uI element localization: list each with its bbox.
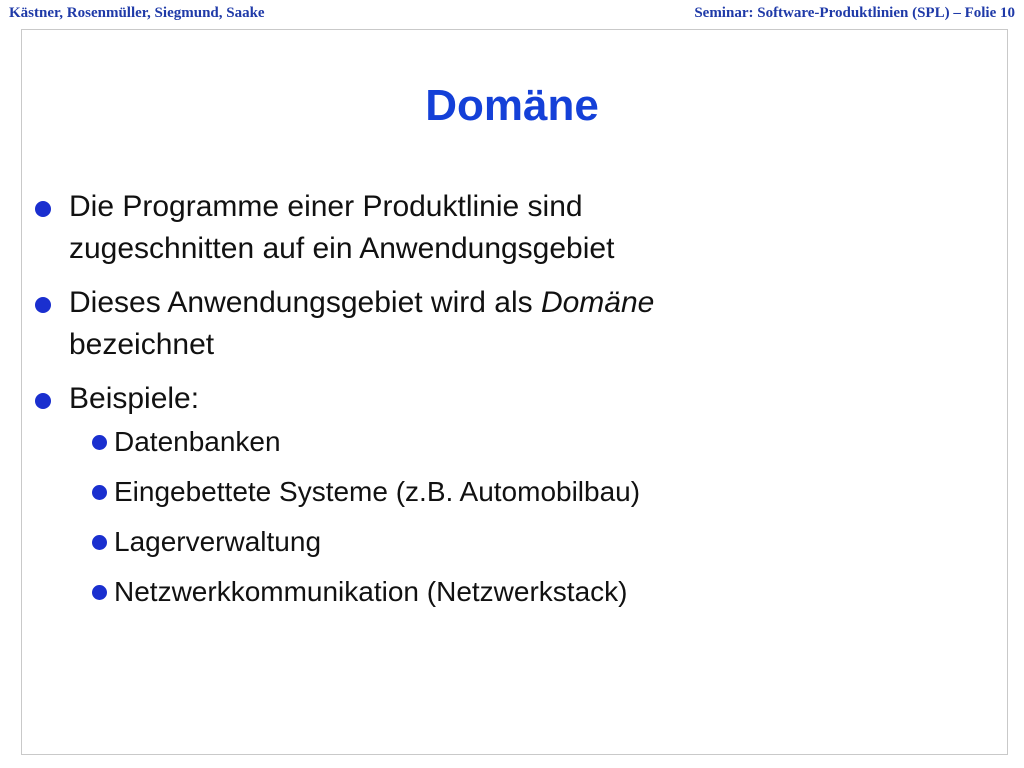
bullet-dot-icon bbox=[35, 393, 51, 409]
header-course-info: Seminar: Software-Produktlinien (SPL) – Folie 10 bbox=[694, 4, 1015, 21]
bullet-dot-icon bbox=[35, 201, 51, 217]
bullet-item-examples bbox=[30, 378, 980, 612]
header-authors: Kästner, Rosenmüller, Siegmund, Saake bbox=[9, 4, 265, 21]
slide-header bbox=[9, 3, 1015, 23]
bullet-text-line1: Die Programme einer Produktlinie sind bbox=[69, 190, 583, 223]
bullet-item-domain bbox=[30, 282, 980, 366]
sub-bullet-dot-icon bbox=[92, 535, 107, 550]
bullet-dot-icon bbox=[35, 297, 51, 313]
example-item bbox=[75, 572, 980, 612]
sub-bullet-dot-icon bbox=[92, 485, 107, 500]
examples-list bbox=[75, 422, 980, 612]
bullet-text-emphasis: Domäne bbox=[540, 286, 655, 319]
example-text: Lagerverwaltung bbox=[114, 526, 322, 557]
bullet-text-pre: Dieses Anwendungsgebiet wird als bbox=[69, 286, 533, 319]
bullet-text-line2: zugeschnitten auf ein Anwendungsgebiet bbox=[69, 232, 615, 265]
bullet-item-programs bbox=[30, 186, 980, 270]
example-item bbox=[75, 522, 980, 562]
slide-body bbox=[30, 186, 980, 624]
bullet-text-line2: bezeichnet bbox=[69, 328, 215, 361]
example-item bbox=[75, 472, 980, 512]
example-text: Eingebettete Systeme (z.B. Automobilbau) bbox=[114, 476, 641, 507]
bullet-text: Beispiele: bbox=[69, 382, 200, 415]
example-text: Datenbanken bbox=[114, 426, 281, 457]
example-item bbox=[75, 422, 980, 462]
sub-bullet-dot-icon bbox=[92, 435, 107, 450]
slide-title: Domäne bbox=[425, 81, 599, 130]
sub-bullet-dot-icon bbox=[92, 585, 107, 600]
example-text: Netzwerkkommunikation (Netzwerkstack) bbox=[114, 576, 628, 607]
